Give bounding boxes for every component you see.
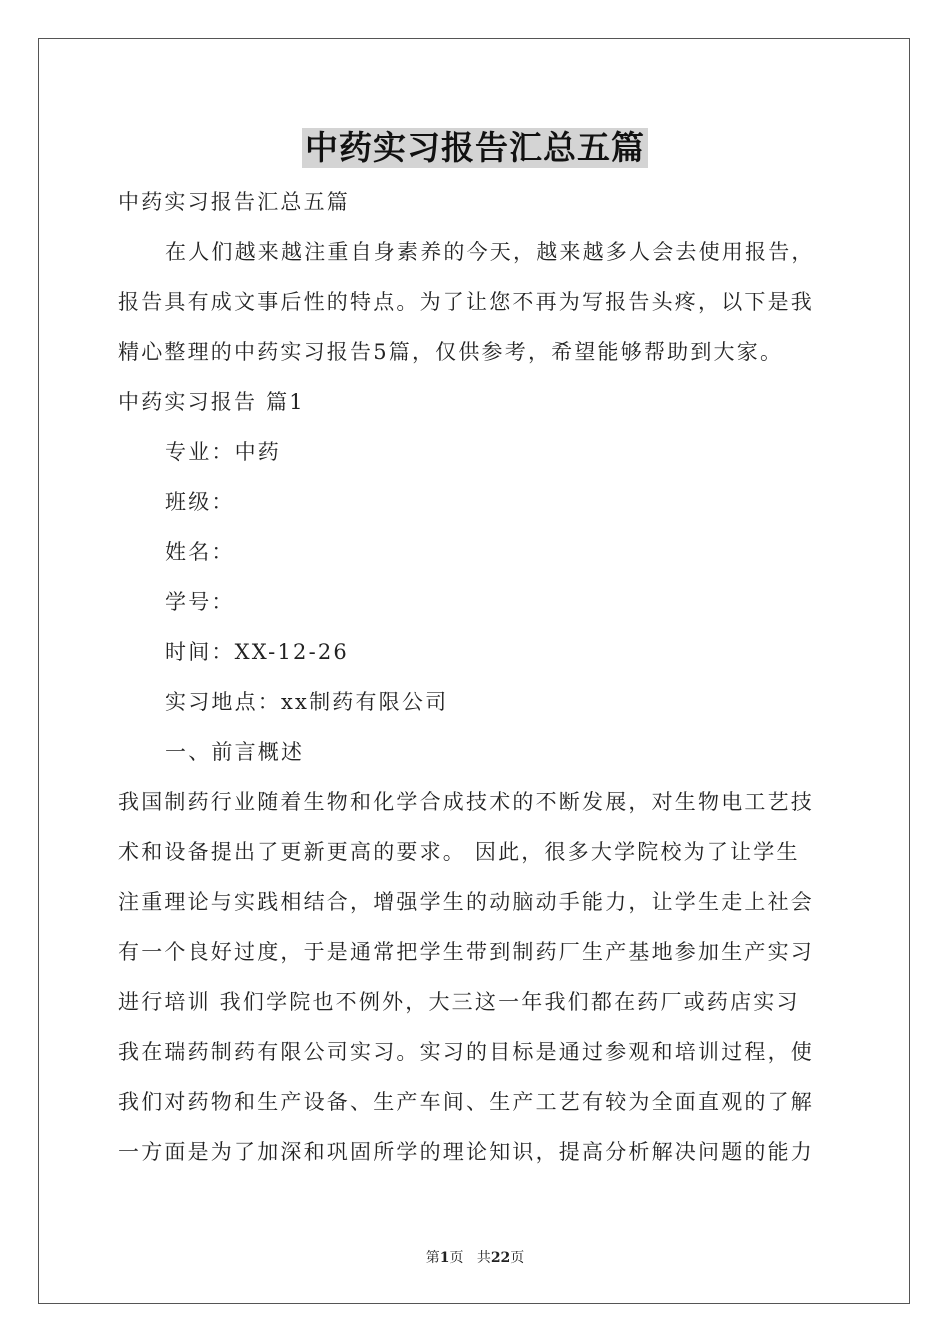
text-line: 中药实习报告汇总五篇 bbox=[118, 190, 350, 214]
text-line: 一方面是为了加深和巩固所学的理论知识，提高分析解决问题的能力 bbox=[118, 1140, 814, 1164]
page-label-suffix: 页 bbox=[449, 1250, 464, 1266]
text-line: 中药实习报告 篇1 bbox=[118, 390, 305, 414]
text-line: 我们对药物和生产设备、生产车间、生产工艺有较为全面直观的了解 bbox=[118, 1090, 814, 1114]
text-line: 姓名： bbox=[165, 540, 235, 564]
page-number: 1 bbox=[439, 1250, 450, 1266]
document-body bbox=[118, 177, 838, 1177]
text-line: 实习地点：xx制药有限公司 bbox=[165, 690, 449, 714]
text-line: 术和设备提出了更新更高的要求。 因此，很多大学院校为了让学生 bbox=[118, 840, 800, 864]
text-line: 专业：中药 bbox=[165, 440, 281, 464]
text-line: 有一个良好过度，于是通常把学生带到制药厂生产基地参加生产实习 bbox=[118, 940, 814, 964]
text-line: 我国制药行业随着生物和化学合成技术的不断发展，对生物电工艺技 bbox=[118, 790, 814, 814]
page-footer bbox=[0, 1247, 950, 1267]
text-line: 班级： bbox=[165, 490, 235, 514]
total-label-prefix: 共 bbox=[476, 1250, 491, 1266]
text-line: 一、前言概述 bbox=[165, 740, 305, 764]
text-line: 在人们越来越注重自身素养的今天，越来越多人会去使用报告， bbox=[165, 240, 815, 264]
text-line: 精心整理的中药实习报告5篇，仅供参考，希望能够帮助到大家。 bbox=[118, 340, 784, 364]
total-pages: 22 bbox=[490, 1250, 511, 1266]
document-title: 中药实习报告汇总五篇 bbox=[302, 128, 648, 168]
text-line: 报告具有成文事后性的特点。为了让您不再为写报告头疼，以下是我 bbox=[118, 290, 814, 314]
text-line: 学号： bbox=[165, 590, 235, 614]
text-line: 进行培训 我们学院也不例外，大三这一年我们都在药厂或药店实习 bbox=[118, 990, 800, 1014]
page-label-prefix: 第 bbox=[425, 1250, 440, 1266]
text-line: 注重理论与实践相结合，增强学生的动脑动手能力，让学生走上社会 bbox=[118, 890, 814, 914]
title-container bbox=[0, 128, 950, 168]
text-line: 时间：XX-12-26 bbox=[165, 640, 349, 664]
total-label-suffix: 页 bbox=[510, 1250, 525, 1266]
text-line: 我在瑞药制药有限公司实习。实习的目标是通过参观和培训过程，使 bbox=[118, 1040, 814, 1064]
